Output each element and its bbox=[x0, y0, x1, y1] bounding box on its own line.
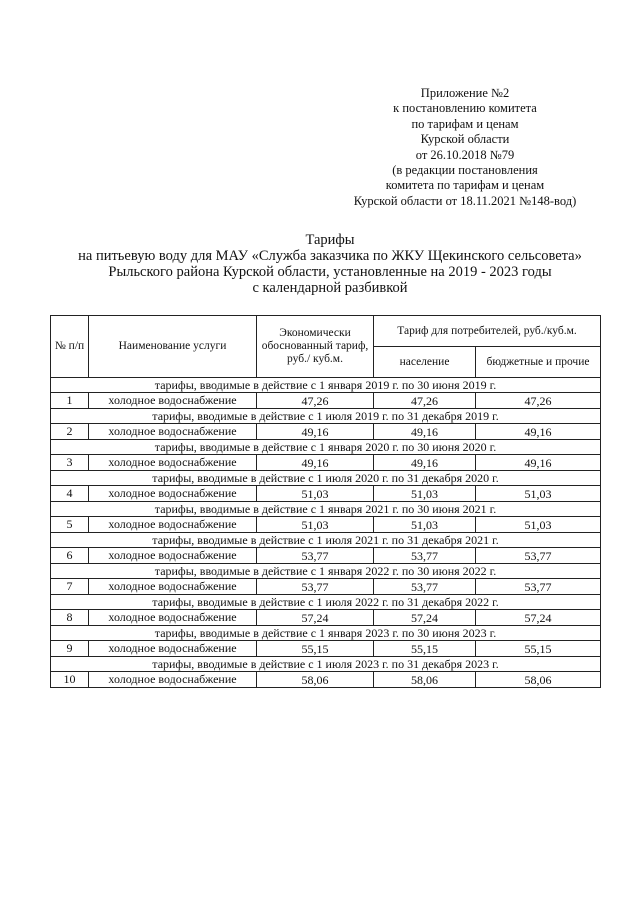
header-budget: бюджетные и прочие bbox=[476, 347, 601, 378]
population-tariff: 53,77 bbox=[374, 579, 476, 595]
row-number: 4 bbox=[51, 486, 89, 502]
service-name: холодное водоснабжение bbox=[89, 579, 257, 595]
table-row bbox=[51, 486, 601, 502]
economic-tariff: 49,16 bbox=[257, 455, 374, 471]
service-name: холодное водоснабжение bbox=[89, 393, 257, 409]
period-row bbox=[51, 595, 601, 610]
header-service: Наименование услуги bbox=[89, 316, 257, 378]
appendix-line: (в редакции постановления bbox=[392, 163, 538, 178]
budget-tariff: 51,03 bbox=[476, 517, 601, 533]
table-row bbox=[51, 672, 601, 688]
budget-tariff: 47,26 bbox=[476, 393, 601, 409]
table-row bbox=[51, 548, 601, 564]
economic-tariff: 51,03 bbox=[257, 517, 374, 533]
service-name: холодное водоснабжение bbox=[89, 424, 257, 440]
period-row bbox=[51, 533, 601, 548]
economic-tariff: 51,03 bbox=[257, 486, 374, 502]
period-label: тарифы, вводимые в действие с 1 января 2022 г. по 30 июня 2022 г. bbox=[51, 564, 601, 579]
population-tariff: 53,77 bbox=[374, 548, 476, 564]
period-label: тарифы, вводимые в действие с 1 июля 2020 г. по 31 декабря 2020 г. bbox=[51, 471, 601, 486]
budget-tariff: 51,03 bbox=[476, 486, 601, 502]
period-label: тарифы, вводимые в действие с 1 июля 2021 г. по 31 декабря 2021 г. bbox=[51, 533, 601, 548]
table-body bbox=[51, 378, 601, 688]
row-number: 3 bbox=[51, 455, 89, 471]
table-row bbox=[51, 424, 601, 440]
population-tariff: 49,16 bbox=[374, 455, 476, 471]
economic-tariff: 55,15 bbox=[257, 641, 374, 657]
row-number: 9 bbox=[51, 641, 89, 657]
header-num: № п/п bbox=[51, 316, 89, 378]
economic-tariff: 53,77 bbox=[257, 579, 374, 595]
row-number: 5 bbox=[51, 517, 89, 533]
population-tariff: 51,03 bbox=[374, 486, 476, 502]
appendix-header bbox=[330, 86, 600, 209]
budget-tariff: 49,16 bbox=[476, 455, 601, 471]
population-tariff: 58,06 bbox=[374, 672, 476, 688]
title-line: с календарной разбивкой bbox=[252, 280, 408, 296]
population-tariff: 49,16 bbox=[374, 424, 476, 440]
title-line: на питьевую воду для МАУ «Служба заказчика по ЖКУ Щекинского сельсовета» bbox=[78, 248, 582, 264]
economic-tariff: 53,77 bbox=[257, 548, 374, 564]
table-row bbox=[51, 641, 601, 657]
period-row bbox=[51, 657, 601, 672]
table-row bbox=[51, 393, 601, 409]
header-economic: Экономически обоснованный тариф, руб./ куб.м. bbox=[257, 316, 374, 378]
period-row bbox=[51, 378, 601, 393]
service-name: холодное водоснабжение bbox=[89, 548, 257, 564]
budget-tariff: 49,16 bbox=[476, 424, 601, 440]
period-label: тарифы, вводимые в действие с 1 января 2020 г. по 30 июня 2020 г. bbox=[51, 440, 601, 455]
economic-tariff: 47,26 bbox=[257, 393, 374, 409]
period-row bbox=[51, 626, 601, 641]
row-number: 6 bbox=[51, 548, 89, 564]
table-row bbox=[51, 579, 601, 595]
budget-tariff: 53,77 bbox=[476, 548, 601, 564]
period-label: тарифы, вводимые в действие с 1 июля 2023 г. по 31 декабря 2023 г. bbox=[51, 657, 601, 672]
appendix-line: Курской области от 18.11.2021 №148-вод) bbox=[353, 193, 577, 208]
header-consumers: Тариф для потребителей, руб./куб.м. bbox=[374, 316, 601, 347]
row-number: 1 bbox=[51, 393, 89, 409]
table-row bbox=[51, 610, 601, 626]
budget-tariff: 55,15 bbox=[476, 641, 601, 657]
service-name: холодное водоснабжение bbox=[89, 672, 257, 688]
service-name: холодное водоснабжение bbox=[89, 610, 257, 626]
appendix-line: к постановлению комитета bbox=[393, 101, 537, 116]
period-label: тарифы, вводимые в действие с 1 июля 2019 г. по 31 декабря 2019 г. bbox=[51, 409, 601, 424]
period-row bbox=[51, 502, 601, 517]
header-population: население bbox=[374, 347, 476, 378]
budget-tariff: 57,24 bbox=[476, 610, 601, 626]
service-name: холодное водоснабжение bbox=[89, 455, 257, 471]
appendix-line: комитета по тарифам и ценам bbox=[385, 178, 545, 193]
row-number: 10 bbox=[51, 672, 89, 688]
budget-tariff: 53,77 bbox=[476, 579, 601, 595]
period-label: тарифы, вводимые в действие с 1 января 2019 г. по 30 июня 2019 г. bbox=[51, 378, 601, 393]
population-tariff: 47,26 bbox=[374, 393, 476, 409]
economic-tariff: 49,16 bbox=[257, 424, 374, 440]
appendix-line: от 26.10.2018 №79 bbox=[415, 147, 515, 162]
population-tariff: 55,15 bbox=[374, 641, 476, 657]
service-name: холодное водоснабжение bbox=[89, 486, 257, 502]
title-line: Тарифы bbox=[305, 232, 355, 248]
tariff-table bbox=[50, 315, 601, 688]
period-row bbox=[51, 471, 601, 486]
service-name: холодное водоснабжение bbox=[89, 641, 257, 657]
row-number: 2 bbox=[51, 424, 89, 440]
table-row bbox=[51, 517, 601, 533]
economic-tariff: 57,24 bbox=[257, 610, 374, 626]
row-number: 8 bbox=[51, 610, 89, 626]
document-title bbox=[40, 232, 620, 296]
title-line: Рыльского района Курской области, установленные на 2019 - 2023 годы bbox=[108, 264, 552, 280]
appendix-line: Приложение №2 bbox=[420, 86, 510, 100]
period-label: тарифы, вводимые в действие с 1 января 2021 г. по 30 июня 2021 г. bbox=[51, 502, 601, 517]
table-row bbox=[51, 455, 601, 471]
appendix-line: Курской области bbox=[420, 132, 510, 147]
period-row bbox=[51, 440, 601, 455]
service-name: холодное водоснабжение bbox=[89, 517, 257, 533]
economic-tariff: 58,06 bbox=[257, 672, 374, 688]
population-tariff: 51,03 bbox=[374, 517, 476, 533]
budget-tariff: 58,06 bbox=[476, 672, 601, 688]
population-tariff: 57,24 bbox=[374, 610, 476, 626]
period-row bbox=[51, 564, 601, 579]
period-label: тарифы, вводимые в действие с 1 июля 2022 г. по 31 декабря 2022 г. bbox=[51, 595, 601, 610]
period-row bbox=[51, 409, 601, 424]
row-number: 7 bbox=[51, 579, 89, 595]
appendix-line: по тарифам и ценам bbox=[411, 116, 519, 131]
period-label: тарифы, вводимые в действие с 1 января 2023 г. по 30 июня 2023 г. bbox=[51, 626, 601, 641]
